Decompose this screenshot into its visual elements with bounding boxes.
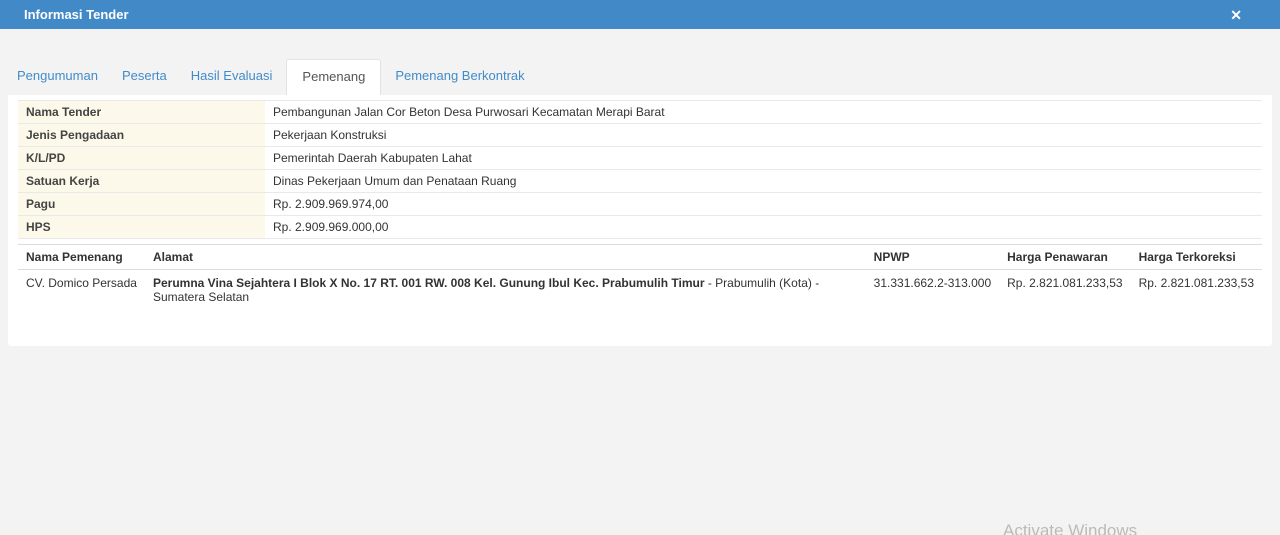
column-header-npwp: NPWP (866, 245, 999, 270)
info-label: Nama Tender (18, 101, 265, 124)
table-row (18, 124, 1262, 147)
modal-title: Informasi Tender (24, 7, 129, 22)
column-header-harga-penawaran: Harga Penawaran (999, 245, 1130, 270)
winner-address-region: - Prabumulih (Kota) - Sumatera Selatan (153, 276, 820, 304)
info-label: K/L/PD (18, 147, 265, 170)
winner-harga-terkoreksi: Rp. 2.821.081.233,53 (1138, 276, 1254, 290)
modal-header (0, 0, 1280, 29)
column-header-nama-pemenang: Nama Pemenang (18, 245, 145, 270)
tab-pemenang-berkontrak[interactable]: Pemenang Berkontrak (395, 68, 525, 83)
info-label: HPS (18, 216, 265, 239)
winner-name: CV. Domico Persada (26, 276, 137, 290)
activate-windows-watermark: Activate Windows (1003, 521, 1138, 535)
winner-address-main: Perumna Vina Sejahtera I Blok X No. 17 RT. 001 RW. 008 Kel. Gunung Ibul Kec. Prabumulih Timur (153, 276, 705, 290)
column-header-alamat: Alamat (145, 245, 866, 270)
info-label: Jenis Pengadaan (18, 124, 265, 147)
table-row (18, 101, 1262, 124)
winner-npwp: 31.331.662.2-313.000 (873, 276, 992, 290)
column-header-harga-terkoreksi: Harga Terkoreksi (1131, 245, 1262, 270)
info-value: Rp. 2.909.969.000,00 (273, 220, 389, 234)
winners-header-row (18, 245, 1262, 270)
info-label: Satuan Kerja (18, 170, 265, 193)
winners-table (18, 244, 1262, 310)
tab-content-panel (8, 95, 1272, 346)
table-row (18, 270, 1262, 311)
info-value: Pembangunan Jalan Cor Beton Desa Purwosari Kecamatan Merapi Barat (273, 105, 665, 119)
info-value: Dinas Pekerjaan Umum dan Penataan Ruang (273, 174, 517, 188)
tab-pemenang[interactable]: Pemenang (286, 59, 381, 95)
tab-hasil-evaluasi[interactable]: Hasil Evaluasi (190, 68, 273, 83)
tab-bar (0, 59, 1280, 95)
tab-pengumuman[interactable]: Pengumuman (17, 68, 98, 83)
table-row (18, 193, 1262, 216)
tender-info-table (18, 100, 1262, 239)
winner-address (145, 270, 866, 311)
info-value: Pemerintah Daerah Kabupaten Lahat (273, 151, 472, 165)
info-label: Pagu (18, 193, 265, 216)
table-row (18, 147, 1262, 170)
info-value: Pekerjaan Konstruksi (273, 128, 387, 142)
winner-harga-penawaran: Rp. 2.821.081.233,53 (1007, 276, 1123, 290)
tab-peserta[interactable]: Peserta (121, 68, 167, 83)
table-row (18, 170, 1262, 193)
close-icon[interactable]: ✕ (1230, 6, 1242, 23)
info-value: Rp. 2.909.969.974,00 (273, 197, 389, 211)
table-row (18, 216, 1262, 239)
